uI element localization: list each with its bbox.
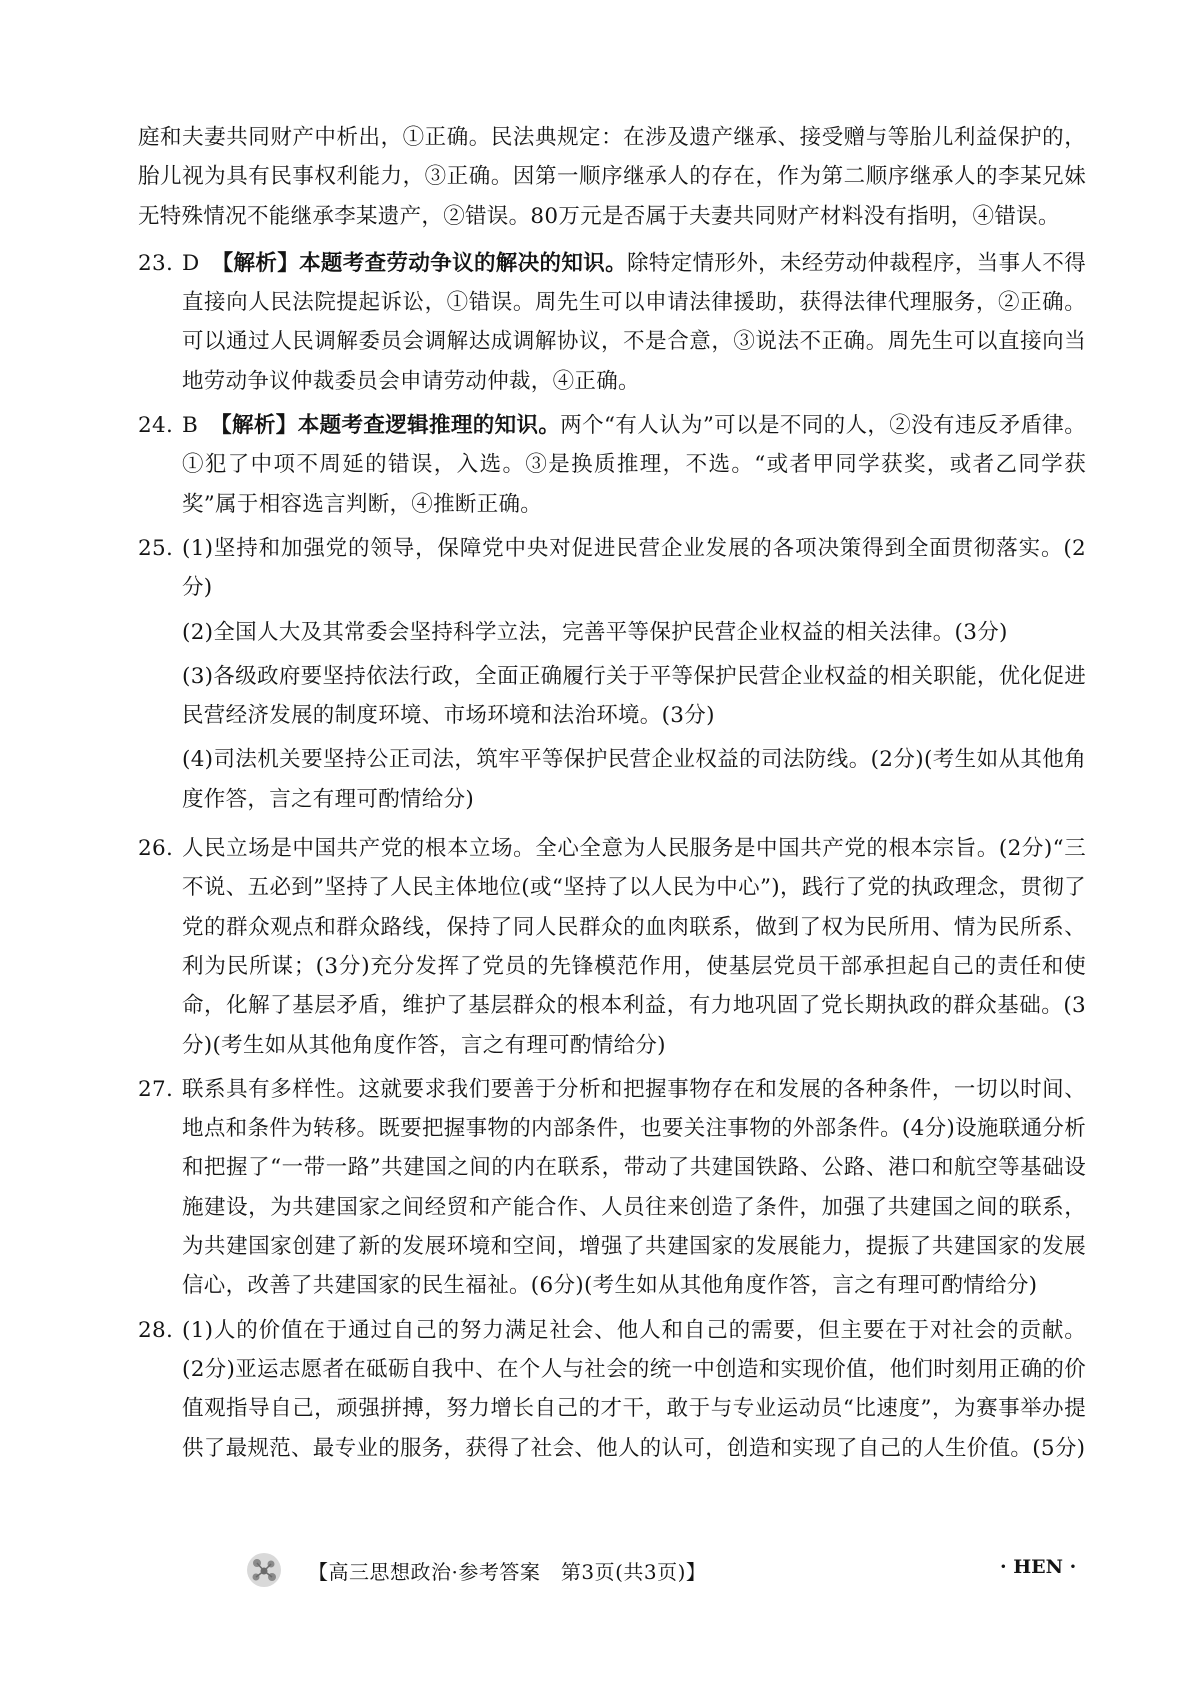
question-26 bbox=[138, 829, 1086, 1065]
question-body bbox=[182, 529, 1086, 824]
answer-part-2: (2)全国人大及其常委会坚持科学立法，完善平等保护民营企业权益的相关法律。(3分) bbox=[182, 619, 1008, 645]
question-number: 28. bbox=[138, 1317, 174, 1343]
question-23 bbox=[138, 244, 1086, 401]
analysis-label: 【解析】 bbox=[210, 413, 298, 439]
question-27 bbox=[138, 1070, 1086, 1306]
question-28 bbox=[138, 1311, 1086, 1468]
topic-statement: 本题考查逻辑推理的知识。 bbox=[297, 413, 561, 439]
question-24 bbox=[138, 406, 1086, 524]
page-content bbox=[138, 118, 1086, 1473]
topic-statement: 本题考查劳动争议的解决的知识。 bbox=[299, 250, 627, 276]
footer-code: · HEN · bbox=[1000, 1556, 1077, 1578]
page-footer bbox=[0, 1552, 1200, 1592]
question-body bbox=[182, 406, 1086, 524]
answer-text: (1)人的价值在于通过自己的努力满足社会、他人和自己的需要，但主要在于对社会的贡献。(2分)亚运志愿者在砥砺自我中、在个人与社会的统一中创造和实现价值，他们时刻用正确的价值观指导自己，顽强拼搏，努力增长自己的才干，敢于与专业运动员“比速度”，为赛事举办提供了最规范、最专业的服务，获得了社会、他人的认可，创造和实现了自己的人生价值。(5分) bbox=[182, 1317, 1086, 1461]
question-number: 27. bbox=[138, 1076, 174, 1102]
q22-continuation: 庭和夫妻共同财产中析出，①正确。民法典规定：在涉及遗产继承、接受赠与等胎儿利益保护的，胎儿视为具有民事权利能力，③正确。因第一顺序继承人的存在，作为第二顺序继承人的李某兄妹无特殊情况不能继承李某遗产，②错误。80万元是否属于夫妻共同财产材料没有指明，④错误。 bbox=[138, 125, 1086, 229]
analysis-text: 两个“有人认为”可以是不同的人，②没有违反矛盾律。①犯了中项不周延的错误，入选。③是换质推理，不选。“或者甲同学获奖，或者乙同学获奖”属于相容选言判断，④推断正确。 bbox=[182, 413, 1086, 517]
answer-letter: B bbox=[182, 413, 199, 439]
answer-letter: D bbox=[182, 250, 200, 276]
question-body bbox=[182, 244, 1086, 401]
analysis-label: 【解析】 bbox=[211, 250, 300, 276]
footer-title: 【高三思想政治·参考答案 第3页(共3页)】 bbox=[308, 1560, 707, 1584]
question-25 bbox=[138, 529, 1086, 824]
answer-part-4: (4)司法机关要坚持公正司法，筑牢平等保护民营企业权益的司法防线。(2分)(考生如从其他角度作答，言之有理可酌情给分) bbox=[182, 747, 1086, 812]
question-number: 24. bbox=[138, 413, 174, 439]
analysis-text: 除特定情形外，未经劳动仲裁程序，当事人不得直接向人民法院提起诉讼，①错误。周先生可以申请法律援助，获得法律代理服务，②正确。可以通过人民调解委员会调解达成调解协议，不是合意，③说法不正确。周先生可以直接向当地劳动争议仲裁委员会申请劳动仲裁，④正确。 bbox=[182, 250, 1086, 394]
answer-part-1: (1)坚持和加强党的领导，保障党中央对促进民营企业发展的各项决策得到全面贯彻落实。(2分) bbox=[182, 535, 1086, 601]
question-number: 26. bbox=[138, 836, 174, 862]
publisher-logo-icon bbox=[246, 1552, 282, 1588]
question-number: 23. bbox=[138, 250, 174, 276]
answer-part-3: (3)各级政府要坚持依法行政，全面正确履行关于平等保护民营企业权益的相关职能，优化促进民营经济发展的制度环境、市场环境和法治环境。(3分) bbox=[182, 663, 1086, 729]
answer-text: 人民立场是中国共产党的根本立场。全心全意为人民服务是中国共产党的根本宗旨。(2分)“三不说、五必到”坚持了人民主体地位(或“坚持了以人民为中心”)，践行了党的执政理念，贯彻了党的群众观点和群众路线，保持了同人民群众的血肉联系，做到了权为民所用、情为民所系、利为民所谋；(3分)充分发挥了党员的先锋模范作用，使基层党员干部承担起自己的责任和使命，化解了基层矛盾，维护了基层群众的根本利益，有力地巩固了党长期执政的群众基础。(3分)(考生如从其他角度作答，言之有理可酌情给分) bbox=[182, 836, 1086, 1058]
answer-text: 联系具有多样性。这就要求我们要善于分析和把握事物存在和发展的各种条件，一切以时间、地点和条件为转移。既要把握事物的内部条件，也要关注事物的外部条件。(4分)设施联通分析和把握了“一带一路”共建国之间的内在联系，带动了共建国铁路、公路、港口和航空等基础设施建设，为共建国家之间经贸和产能合作、人员往来创造了条件，加强了共建国之间的联系，为共建国家创建了新的发展环境和空间，增强了共建国家的发展能力，提振了共建国家的发展信心，改善了共建国家的民生福祉。(6分)(考生如从其他角度作答，言之有理可酌情给分) bbox=[182, 1076, 1086, 1299]
question-number: 25. bbox=[138, 535, 174, 561]
